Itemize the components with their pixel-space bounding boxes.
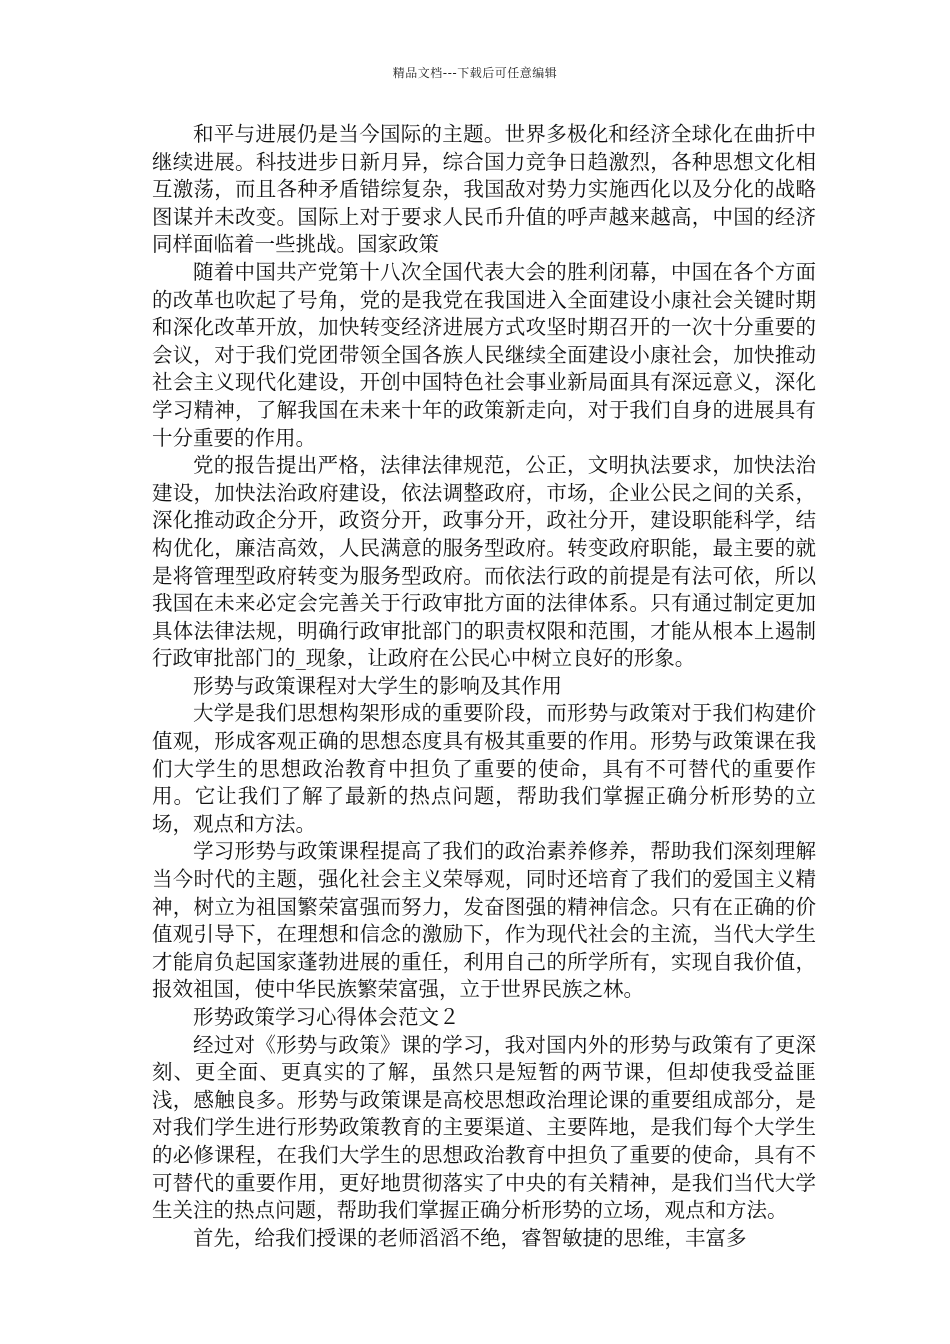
paragraph-course-study: 经过对《形势与政策》课的学习，我对国内外的形势与政策有了更深刻、更全面、更真实的了解，虽然只是短暂的两节课，但却使我受益匪浅，感触良多。形势与政策课是高校思想政治理论课的重要组成部分，是对我们学生进行形势政策教育的主要渠道、主要阵地，是我们每个大学生的必修课程，在我们大学生的思想政治教育中担负了重要的使命，具有不可替代的重要作用，更好地贯彻落实了中央的有关精神，是我们当代大学生关注的热点问题，帮助我们掌握正确分析形势的立场，观点和方法。 xyxy=(152,1032,816,1223)
section-heading-course-influence: 形势与政策课程对大学生的影响及其作用 xyxy=(193,673,562,698)
document-body xyxy=(152,121,816,1252)
paragraph-international-situation: 和平与进展仍是当今国际的主题。世界多极化和经济全球化在曲折中继续进展。科技进步日新月异，综合国力竞争日趋激烈，各种思想文化相互激荡，而且各种矛盾错综复杂，我国敌对势力实施西化以及分化的战略图谋并未改变。国际上对于要求人民币升值的呼声越来越高，中国的经济同样面临着一些挑战。国家政策 xyxy=(152,122,816,257)
paragraph-university-values: 大学是我们思想构架形成的重要阶段，而形势与政策对于我们构建价值观，形成客观正确的思想态度具有极其重要的作用。形势与政策课在我们大学生的思想政治教育中担负了重要的使命，具有不可替代的重要作用。它让我们了解了最新的热点问题，帮助我们掌握正确分析形势的立场，观点和方法。 xyxy=(152,701,816,836)
paragraph-political-literacy: 学习形势与政策课程提高了我们的政治素养修养，帮助我们深刻理解当今时代的主题，强化社会主义荣辱观，同时还培育了我们的爱国主义精神，树立为祖国繁荣富强而努力，发奋图强的精神信念。只有在正确的价值观引导下，在理想和信念的激励下，作为现代社会的主流，当代大学生才能肩负起国家蓬勃进展的重任，利用自己的所学所有，实现自我价值，报效祖国，使中华民族繁荣富强，立于世界民族之林。 xyxy=(152,839,816,1002)
page-header-note: 精品文档---下载后可任意编辑 xyxy=(392,66,558,80)
paragraph-first-teacher: 首先，给我们授课的老师滔滔不绝，睿智敏捷的思维，丰富多 xyxy=(193,1225,747,1250)
paragraph-rule-of-law: 党的报告提出严格，法律法律规范，公正，文明执法要求，加快法治建设，加快法治政府建设，依法调整政府，市场，企业公民之间的关系，深化推动政企分开，政资分开，政事分开，政社分开，建设职能科学，结构优化，廉洁高效，人民满意的服务型政府。转变政府职能，最主要的就是将管理型政府转变为服务型政府。而依法行政的前提是有法可依，所以我国在未来必定会完善关于行政审批方面的法律体系。只有通过制定更加具体法律法规，明确行政审批部门的职责权限和范围，才能从根本上遏制行政审批部门的_现象，让政府在公民心中树立良好的形象。 xyxy=(152,453,816,671)
section-heading-sample-2: 形势政策学习心得体会范文２ xyxy=(193,1005,460,1029)
paragraph-eighteenth-congress: 随着中国共产党第十八次全国代表大会的胜利闭幕，中国在各个方面的改革也吹起了号角，党的是我党在我国进入全面建设小康社会关键时期和深化改革开放，加快转变经济进展方式攻坚时期召开的一次十分重要的会议，对于我们党团带领全国各族人民继续全面建设小康社会，加快推动社会主义现代化建设，开创中国特色社会事业新局面具有深远意义，深化学习精神，了解我国在未来十年的政策新走向，对于我们自身的进展具有十分重要的作用。 xyxy=(152,259,816,450)
